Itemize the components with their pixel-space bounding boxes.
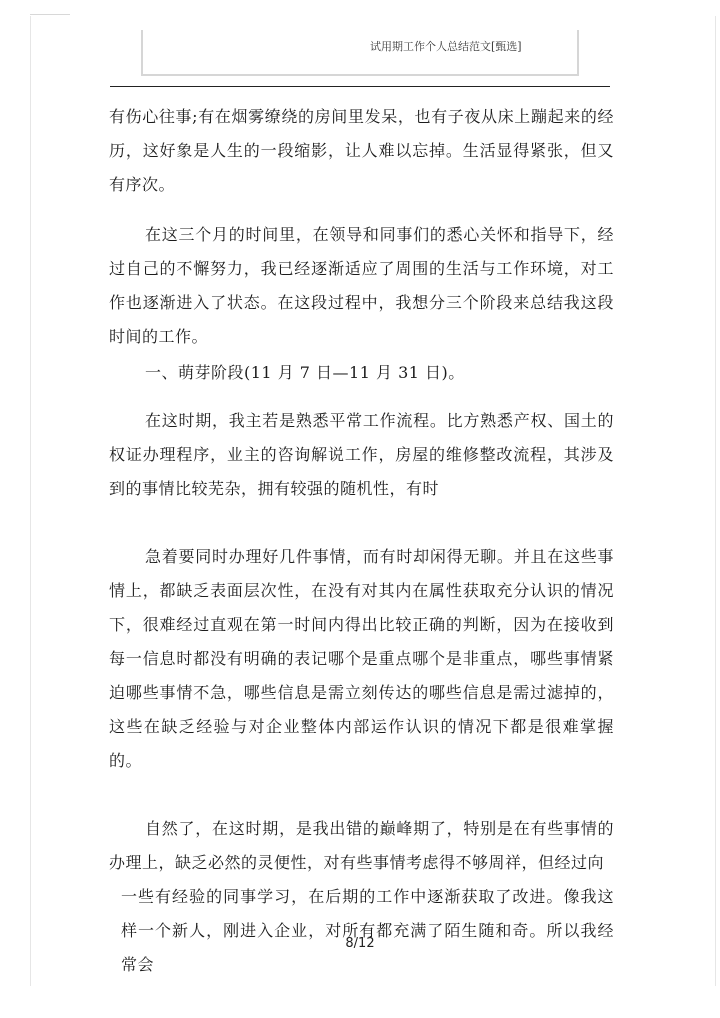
paragraph-continuation: 有伤心往事;有在烟雾缭绕的房间里发呆，也有子夜从床上蹦起来的经历，这好象是人生的一段缩影，让人难以忘掉。生活显得紧张，但又有序次。 bbox=[109, 107, 614, 194]
paragraph-stage-one-d: 一些有经验的同事学习，在后期的工作中逐渐获取了改进。像我这样一个新人，刚进入企业，对所有都充满了陌生随和奇。所以我经常会 bbox=[121, 887, 614, 974]
body-content bbox=[109, 100, 614, 982]
paragraph-stage-one-b: 急着要同时办理好几件事情，而有时却闲得无聊。并且在这些事情上，都缺乏表面层次性，在没有对其内在属性获取充分认识的情况下，很难经过直观在第一时间内得出比较正确的判断，因为在接收到每一信息时都没有明确的表记哪个是重点哪个是非重点，哪些事情紧迫哪些事情不急，哪些信息是需立刻传达的哪些信息是需过滤掉的，这些在缺乏经验与对企业整体内部运作认识的情况下都是很难掌握的。 bbox=[109, 547, 614, 770]
paragraph-stage-one-a: 在这时期，我主若是熟悉平常工作流程。比方熟悉产权、国土的权证办理程序，业主的咨询解说工作，房屋的维修整改流程，其涉及到的事情比较芜杂，拥有较强的随机性，有时 bbox=[109, 411, 614, 498]
paragraph-intro: 在这三个月的时间里，在领导和同事们的悉心关怀和指导下，经过自己的不懈努力，我已经逐渐适应了周围的生活与工作环境，对工作也逐渐进入了状态。在这段过程中，我想分三个阶段来总结我这段时间的工作。 bbox=[109, 225, 614, 346]
paragraph-stage-one-c: 自然了，在这时期，是我出错的巅峰期了，特别是在有些事情的办理上，缺乏必然的灵便性，对有些事情考虑得不够周祥，但经过向 bbox=[109, 819, 614, 872]
page-number: 8/12 bbox=[345, 936, 375, 951]
header-rule bbox=[110, 86, 610, 87]
header-title: 试用期工作个人总结范文[甄选] bbox=[370, 40, 522, 53]
section-heading-stage-one: 一、萌芽阶段(11 月 7 日—11 月 31 日)。 bbox=[145, 363, 465, 382]
